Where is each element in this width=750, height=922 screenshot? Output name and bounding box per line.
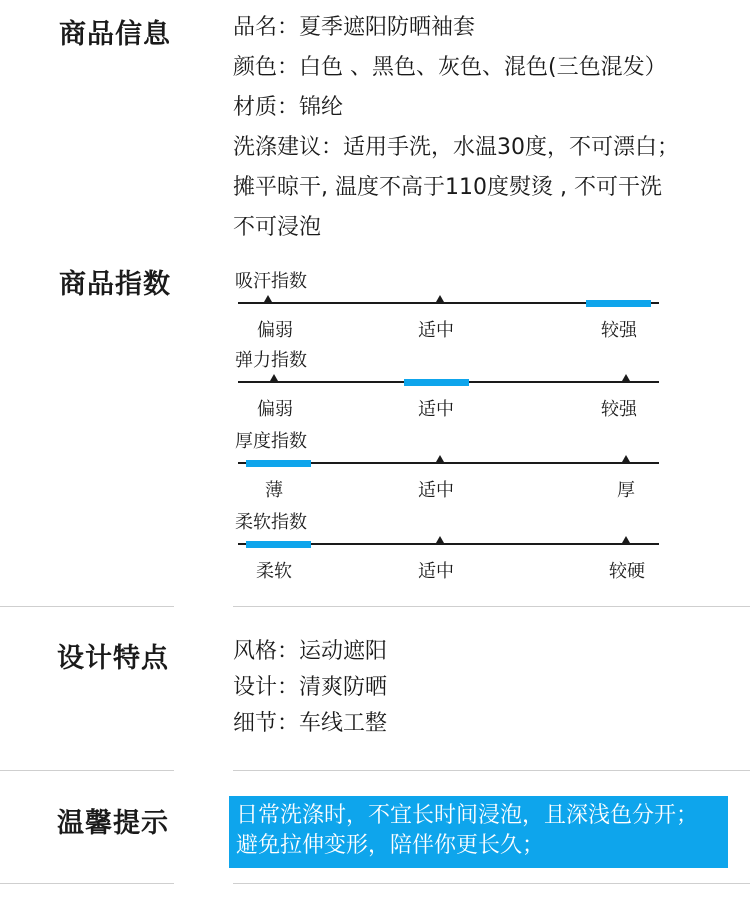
index-sweat-level-bar	[586, 300, 651, 307]
design-line-style: 风格：运动遮阳	[233, 639, 388, 664]
index-softness-title: 柔软指数	[235, 512, 307, 533]
section-divider	[233, 883, 750, 884]
section-divider	[0, 883, 174, 884]
index-elastic-label-high: 较强	[601, 399, 637, 420]
index-thickness-level-bar	[246, 460, 311, 467]
tick-marker-icon	[436, 536, 444, 543]
index-thickness-label-high: 厚	[617, 480, 635, 501]
index-sweat-label-low: 偏弱	[257, 320, 293, 341]
tick-marker-icon	[622, 536, 630, 543]
tick-marker-icon	[270, 374, 278, 381]
index-elastic-title: 弹力指数	[235, 350, 307, 371]
tick-marker-icon	[622, 374, 630, 381]
info-line-color: 颜色：白色 、黑色、灰色、混色(三色混发）	[233, 55, 667, 80]
index-thickness-title: 厚度指数	[235, 431, 307, 452]
index-elastic-level-bar	[404, 379, 469, 386]
section-divider	[0, 770, 174, 771]
tick-marker-icon	[264, 295, 272, 302]
design-line-design: 设计：清爽防晒	[233, 675, 388, 700]
tick-marker-icon	[436, 295, 444, 302]
info-line-wash: 洗涤建议：适用手洗，水温30度，不可漂白；	[233, 135, 679, 160]
index-thickness-label-mid: 适中	[418, 480, 454, 501]
design-line-detail: 细节：车线工整	[233, 711, 388, 736]
index-thickness-label-low: 薄	[265, 480, 283, 501]
index-elastic-label-mid: 适中	[418, 399, 454, 420]
design-title: 设计特点	[57, 643, 169, 674]
section-divider	[0, 606, 174, 607]
index-sweat-title: 吸汗指数	[235, 271, 307, 292]
tips-line-1: 日常洗涤时，不宜长时间浸泡，且深浅色分开；	[236, 803, 699, 828]
index-elastic-label-low: 偏弱	[257, 399, 293, 420]
product-info-title: 商品信息	[59, 19, 171, 50]
index-softness-label-high: 较硬	[609, 561, 645, 582]
index-sweat-label-high: 较强	[601, 320, 637, 341]
index-softness-level-bar	[246, 541, 311, 548]
index-softness-label-low: 柔软	[256, 561, 292, 582]
tips-line-2: 避免拉伸变形，陪伴你更长久；	[236, 833, 545, 858]
info-line-name: 品名：夏季遮阳防晒袖套	[233, 15, 476, 40]
info-line-dry: 摊平晾干, 温度不高于110度熨烫 , 不可干洗	[233, 175, 662, 200]
section-divider	[233, 770, 750, 771]
tick-marker-icon	[436, 455, 444, 462]
tips-title: 温馨提示	[57, 808, 169, 839]
product-index-title: 商品指数	[59, 269, 171, 300]
info-line-soak: 不可浸泡	[233, 215, 322, 240]
index-sweat-label-mid: 适中	[418, 320, 454, 341]
index-softness-label-mid: 适中	[418, 561, 454, 582]
tick-marker-icon	[622, 455, 630, 462]
section-divider	[233, 606, 750, 607]
info-line-material: 材质：锦纶	[233, 95, 344, 120]
